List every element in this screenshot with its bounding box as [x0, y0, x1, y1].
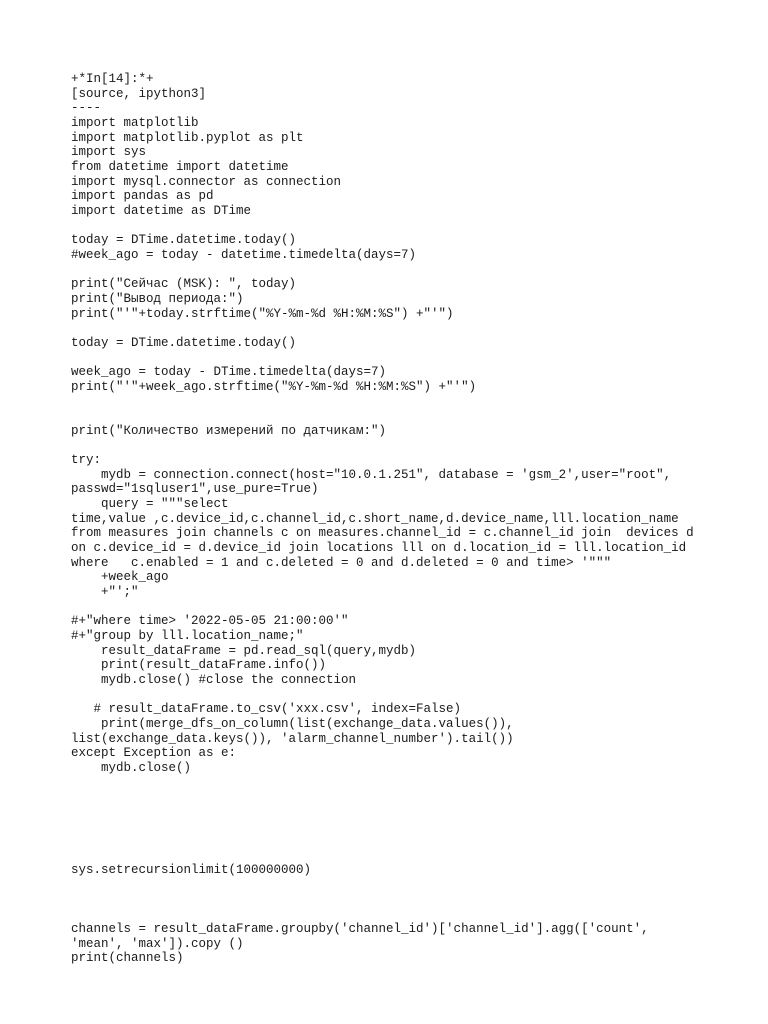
code-line: import datetime as DTime: [71, 203, 252, 218]
code-line: query = """select: [71, 497, 229, 512]
code-line: [71, 819, 751, 834]
code-line: import matplotlib.pyplot as plt: [71, 130, 304, 145]
code-line: +"';": [71, 584, 139, 599]
code-line: list(exchange_data.keys()), 'alarm_channel_number').tail()): [71, 731, 514, 746]
code-line: print("'"+today.strftime("%Y-%m-%d %H:%M:%S") +"'"): [71, 306, 454, 321]
code-line: #+"group by lll.location_name;": [71, 628, 304, 643]
code-line: [71, 409, 751, 424]
code-line: [71, 893, 751, 908]
code-line: from measures join channels c on measures.channel_id = c.channel_id join devices d: [71, 526, 694, 541]
code-line: [71, 600, 751, 615]
code-line: [71, 321, 751, 336]
code-line: [71, 688, 751, 703]
code-line: [71, 849, 751, 864]
code-line: on c.device_id = d.device_id join locations lll on d.location_id = lll.location_id: [71, 541, 687, 555]
code-line: today = DTime.datetime.today(): [71, 233, 297, 248]
code-line: except Exception as e:: [71, 746, 237, 761]
code-line: +*In[14]:*+: [71, 72, 154, 86]
code-line: sys.setrecursionlimit(100000000): [71, 863, 312, 878]
code-line: today = DTime.datetime.today(): [71, 335, 297, 350]
code-line: import pandas as pd: [71, 189, 214, 204]
code-line: [71, 219, 751, 234]
code-line: ----: [71, 101, 102, 116]
code-line: mydb = connection.connect(host="10.0.1.251", database = 'gsm_2',user="root",: [71, 467, 672, 482]
code-line: #+"where time> '2022-05-05 21:00:00'": [71, 614, 349, 629]
code-line: print("Количество измерений по датчикам:"): [71, 423, 387, 438]
code-line: import sys: [71, 145, 147, 160]
code-line: #week_ago = today - datetime.timedelta(days=7): [71, 247, 417, 262]
code-line: print("Сейчас (MSK): ", today): [71, 277, 297, 292]
code-line: print(channels): [71, 951, 184, 966]
code-line: [71, 438, 751, 453]
code-line: [71, 834, 751, 849]
code-line: print(merge_dfs_on_column(list(exchange_data.values()),: [71, 716, 514, 731]
code-line: print("Вывод периода:"): [71, 291, 244, 306]
code-line: from datetime import datetime: [71, 159, 289, 174]
code-line: mydb.close(): [71, 760, 192, 775]
code-line: [71, 790, 751, 805]
code-line: print(result_dataFrame.info()): [71, 658, 327, 673]
code-line: [71, 907, 751, 922]
code-line: channels = result_dataFrame.groupby('channel_id')['channel_id'].agg(['count',: [71, 922, 649, 937]
code-line: [source, ipython3]: [71, 86, 207, 101]
code-line: [71, 776, 751, 791]
code-line: import mysql.connector as connection: [71, 174, 342, 189]
code-line: try:: [71, 453, 102, 468]
code-line: +week_ago: [71, 570, 169, 585]
code-line: result_dataFrame = pd.read_sql(query,mydb): [71, 643, 417, 658]
code-line: [71, 805, 751, 820]
code-line: mydb.close() #close the connection: [71, 672, 357, 687]
code-line: print("'"+week_ago.strftime("%Y-%m-%d %H:%M:%S") +"'"): [71, 379, 477, 394]
code-line: [71, 350, 751, 365]
code-line: [71, 263, 751, 278]
code-line: week_ago = today - DTime.timedelta(days=7): [71, 365, 387, 380]
code-line: where c.enabled = 1 and c.deleted = 0 and d.deleted = 0 and time> '""": [71, 555, 612, 570]
code-line: [71, 394, 751, 409]
code-listing: [71, 72, 751, 966]
code-line: # result_dataFrame.to_csv('xxx.csv', index=False): [71, 702, 462, 717]
code-line: time,value ,c.device_id,c.channel_id,c.short_name,d.device_name,lll.location_name: [71, 511, 679, 526]
code-line: [71, 878, 751, 893]
code-line: passwd="1sqluser1",use_pure=True): [71, 482, 319, 497]
code-line: import matplotlib: [71, 115, 199, 130]
code-line: 'mean', 'max']).copy (): [71, 936, 244, 951]
